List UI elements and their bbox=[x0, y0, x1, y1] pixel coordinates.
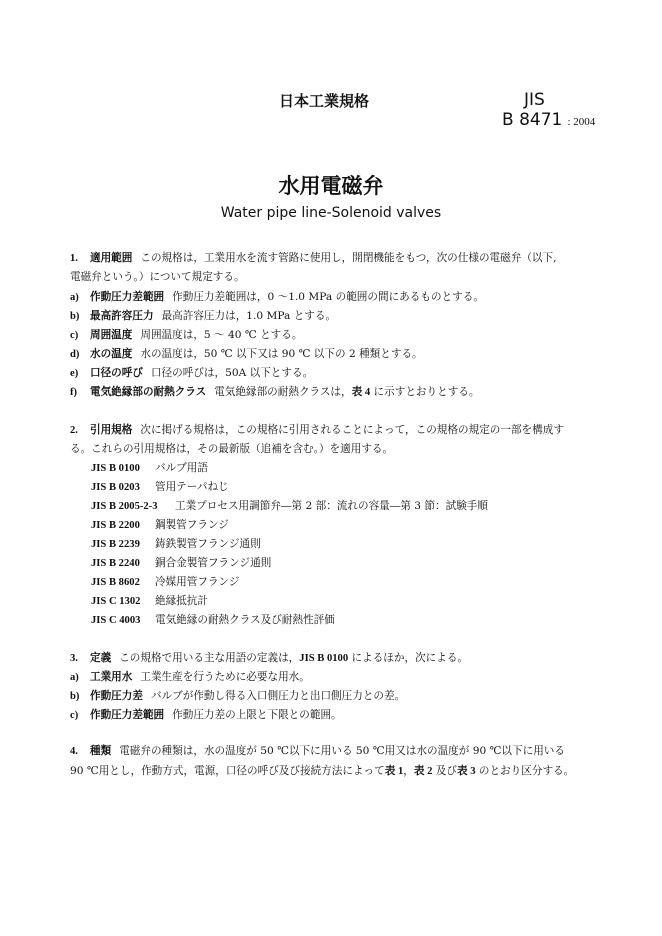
item-label: a) bbox=[70, 672, 79, 683]
ref-item bbox=[91, 556, 271, 571]
item-text: 最高許容圧力は，1.0 MPa とする。 bbox=[161, 310, 337, 322]
s4-body-1: 電磁弁の種類は，水の温度が 50 ℃以下に用いる 50 ℃用又は水の温度が 90 ℃以下に用いる bbox=[119, 745, 565, 757]
item-label: b) bbox=[70, 691, 80, 702]
separator: ， bbox=[403, 765, 414, 777]
item-text: 作動圧力差の上限と下限との範囲。 bbox=[172, 709, 342, 721]
ref-title: 管用テーパねじ bbox=[155, 481, 229, 493]
item-heading: 電気絶縁部の耐熱クラス bbox=[90, 386, 207, 398]
ref-code: JIS C 4003 bbox=[91, 615, 141, 626]
item-text: バルブが作動し得る入口側圧力と出口側圧力との差。 bbox=[150, 690, 406, 702]
item-label: a) bbox=[70, 292, 79, 303]
ref-code: JIS B 2200 bbox=[91, 520, 140, 531]
item-label: e) bbox=[70, 368, 79, 379]
item-heading: 水の温度 bbox=[90, 348, 133, 360]
item-heading: 作動圧力差 bbox=[90, 690, 143, 702]
table-ref: 表 1 bbox=[384, 766, 404, 777]
item-text: 作動圧力差範囲は，0 ～1.0 MPa の範囲の間にあるものとする。 bbox=[172, 291, 484, 303]
page-title: 水用電磁弁 bbox=[278, 174, 384, 198]
ref-title: 工業プロセス用調節弁―第 2 部：流れの容量―第 3 節：試験手順 bbox=[175, 500, 488, 512]
ref-code: JIS C 1302 bbox=[91, 596, 141, 607]
s4-body-2: 90 ℃用とし，作動方式，電源，口径の呼び及び接続方法によって bbox=[70, 765, 385, 777]
item-text: に示すとおりとする。 bbox=[370, 386, 480, 398]
ref-item bbox=[91, 575, 239, 590]
ref-item bbox=[91, 480, 229, 495]
ref-title: 銅合金製管フランジ通則 bbox=[155, 557, 272, 569]
s1-item-d bbox=[70, 347, 423, 362]
item-text: 工業生産を行うために必要な用水。 bbox=[140, 671, 310, 683]
standard-number bbox=[502, 110, 595, 130]
ref-title: 電気絶縁の耐熱クラス及び耐熱性評価 bbox=[155, 614, 335, 626]
ref-item bbox=[91, 499, 488, 514]
s3-heading: 定義 bbox=[90, 652, 112, 664]
s1-item-b bbox=[70, 309, 336, 324]
s2-number: 2. bbox=[70, 425, 78, 436]
table-ref: 表 3 bbox=[456, 766, 476, 777]
ref-item bbox=[91, 537, 261, 552]
standard-year: : 2004 bbox=[567, 116, 596, 128]
page-subtitle-en: Water pipe line-Solenoid valves bbox=[220, 205, 442, 221]
s1-heading: 適用範囲 bbox=[90, 252, 133, 264]
ref-title: 冷媒用管フランジ bbox=[155, 576, 240, 588]
standard-number-code: B 8471 bbox=[502, 110, 563, 130]
item-text: 口径の呼びは，50A 以下とする。 bbox=[150, 367, 314, 379]
ref-title: バルブ用語 bbox=[155, 462, 208, 474]
item-text: 電気絶縁部の耐熱クラスは， bbox=[214, 386, 352, 398]
ref-title: 鋳鉄製管フランジ通則 bbox=[155, 538, 261, 550]
ref-code: JIS B 8602 bbox=[91, 577, 140, 588]
s1-line-2 bbox=[70, 270, 245, 284]
item-text: 水の温度は，50 ℃ 以下又は 90 ℃ 以下の 2 種類とする。 bbox=[140, 348, 423, 360]
table-ref: 表 4 bbox=[351, 387, 371, 398]
ref-item bbox=[91, 518, 229, 533]
table-ref: 表 2 bbox=[413, 766, 433, 777]
s2-line-2 bbox=[70, 442, 393, 456]
s4-line-2 bbox=[70, 764, 574, 779]
ref-item bbox=[91, 461, 208, 476]
s3-number: 3. bbox=[70, 653, 78, 664]
s1-body-1: この規格は，工業用水を流す管路に使用し，開閉機能をもつ，次の仕様の電磁弁（以下, bbox=[140, 252, 557, 264]
s4-body-end: のとおり区分する。 bbox=[475, 765, 575, 777]
s3-item-a bbox=[70, 670, 310, 685]
s1-item-c bbox=[70, 328, 302, 343]
ref-code: JIS B 0100 bbox=[91, 463, 140, 474]
s3-item-c bbox=[70, 708, 342, 723]
s1-line-1 bbox=[70, 251, 556, 266]
ref-item bbox=[91, 613, 335, 628]
s2-line-1 bbox=[70, 423, 564, 438]
ref-title: 鋼製管フランジ bbox=[155, 519, 229, 531]
s1-number: 1. bbox=[70, 253, 78, 264]
item-label: f) bbox=[70, 387, 78, 398]
item-label: c) bbox=[70, 710, 79, 721]
ref-code: JIS B 0203 bbox=[91, 482, 140, 493]
item-heading: 最高許容圧力 bbox=[90, 310, 154, 322]
separator: 及び bbox=[432, 765, 457, 777]
s1-item-a bbox=[70, 290, 484, 305]
s3-line-1 bbox=[70, 651, 468, 666]
s3-item-b bbox=[70, 689, 405, 704]
item-heading: 周囲温度 bbox=[90, 329, 133, 341]
item-heading: 作動圧力差範囲 bbox=[90, 291, 165, 303]
item-label: c) bbox=[70, 330, 79, 341]
s2-body-1: 次に掲げる規格は，この規格に引用されることによって，この規格の規定の一部を構成す bbox=[140, 424, 564, 436]
ref-title: 絶縁抵抗計 bbox=[155, 595, 208, 607]
s3-body: この規格で用いる主な用語の定義は， bbox=[119, 652, 300, 664]
standard-type: 日本工業規格 bbox=[279, 92, 370, 110]
ref-item bbox=[91, 594, 208, 609]
s4-heading: 種類 bbox=[90, 745, 112, 757]
s4-number: 4. bbox=[70, 746, 78, 757]
jis-label: JIS bbox=[524, 90, 545, 110]
s1-body-2: 電磁弁という。）について規定する。 bbox=[70, 271, 245, 283]
s2-body-2: る。これらの引用規格は，その最新版（追補を含む。）を適用する。 bbox=[70, 443, 394, 455]
s3-ref-code: JIS B 0100 bbox=[299, 653, 349, 664]
s2-heading: 引用規格 bbox=[90, 424, 133, 436]
s3-body-end: によるほか，次による。 bbox=[348, 652, 469, 664]
item-label: b) bbox=[70, 311, 80, 322]
item-text: 周囲温度は，5 ～ 40 ℃ とする。 bbox=[140, 329, 303, 341]
item-heading: 口径の呼び bbox=[90, 367, 143, 379]
s1-item-f bbox=[70, 385, 479, 400]
s1-item-e bbox=[70, 366, 313, 381]
ref-code: JIS B 2005-2-3 bbox=[91, 501, 158, 512]
ref-code: JIS B 2240 bbox=[91, 558, 140, 569]
item-label: d) bbox=[70, 349, 80, 360]
item-heading: 工業用水 bbox=[90, 671, 133, 683]
s4-line-1 bbox=[70, 744, 565, 759]
ref-code: JIS B 2239 bbox=[91, 539, 140, 550]
item-heading: 作動圧力差範囲 bbox=[90, 709, 165, 721]
